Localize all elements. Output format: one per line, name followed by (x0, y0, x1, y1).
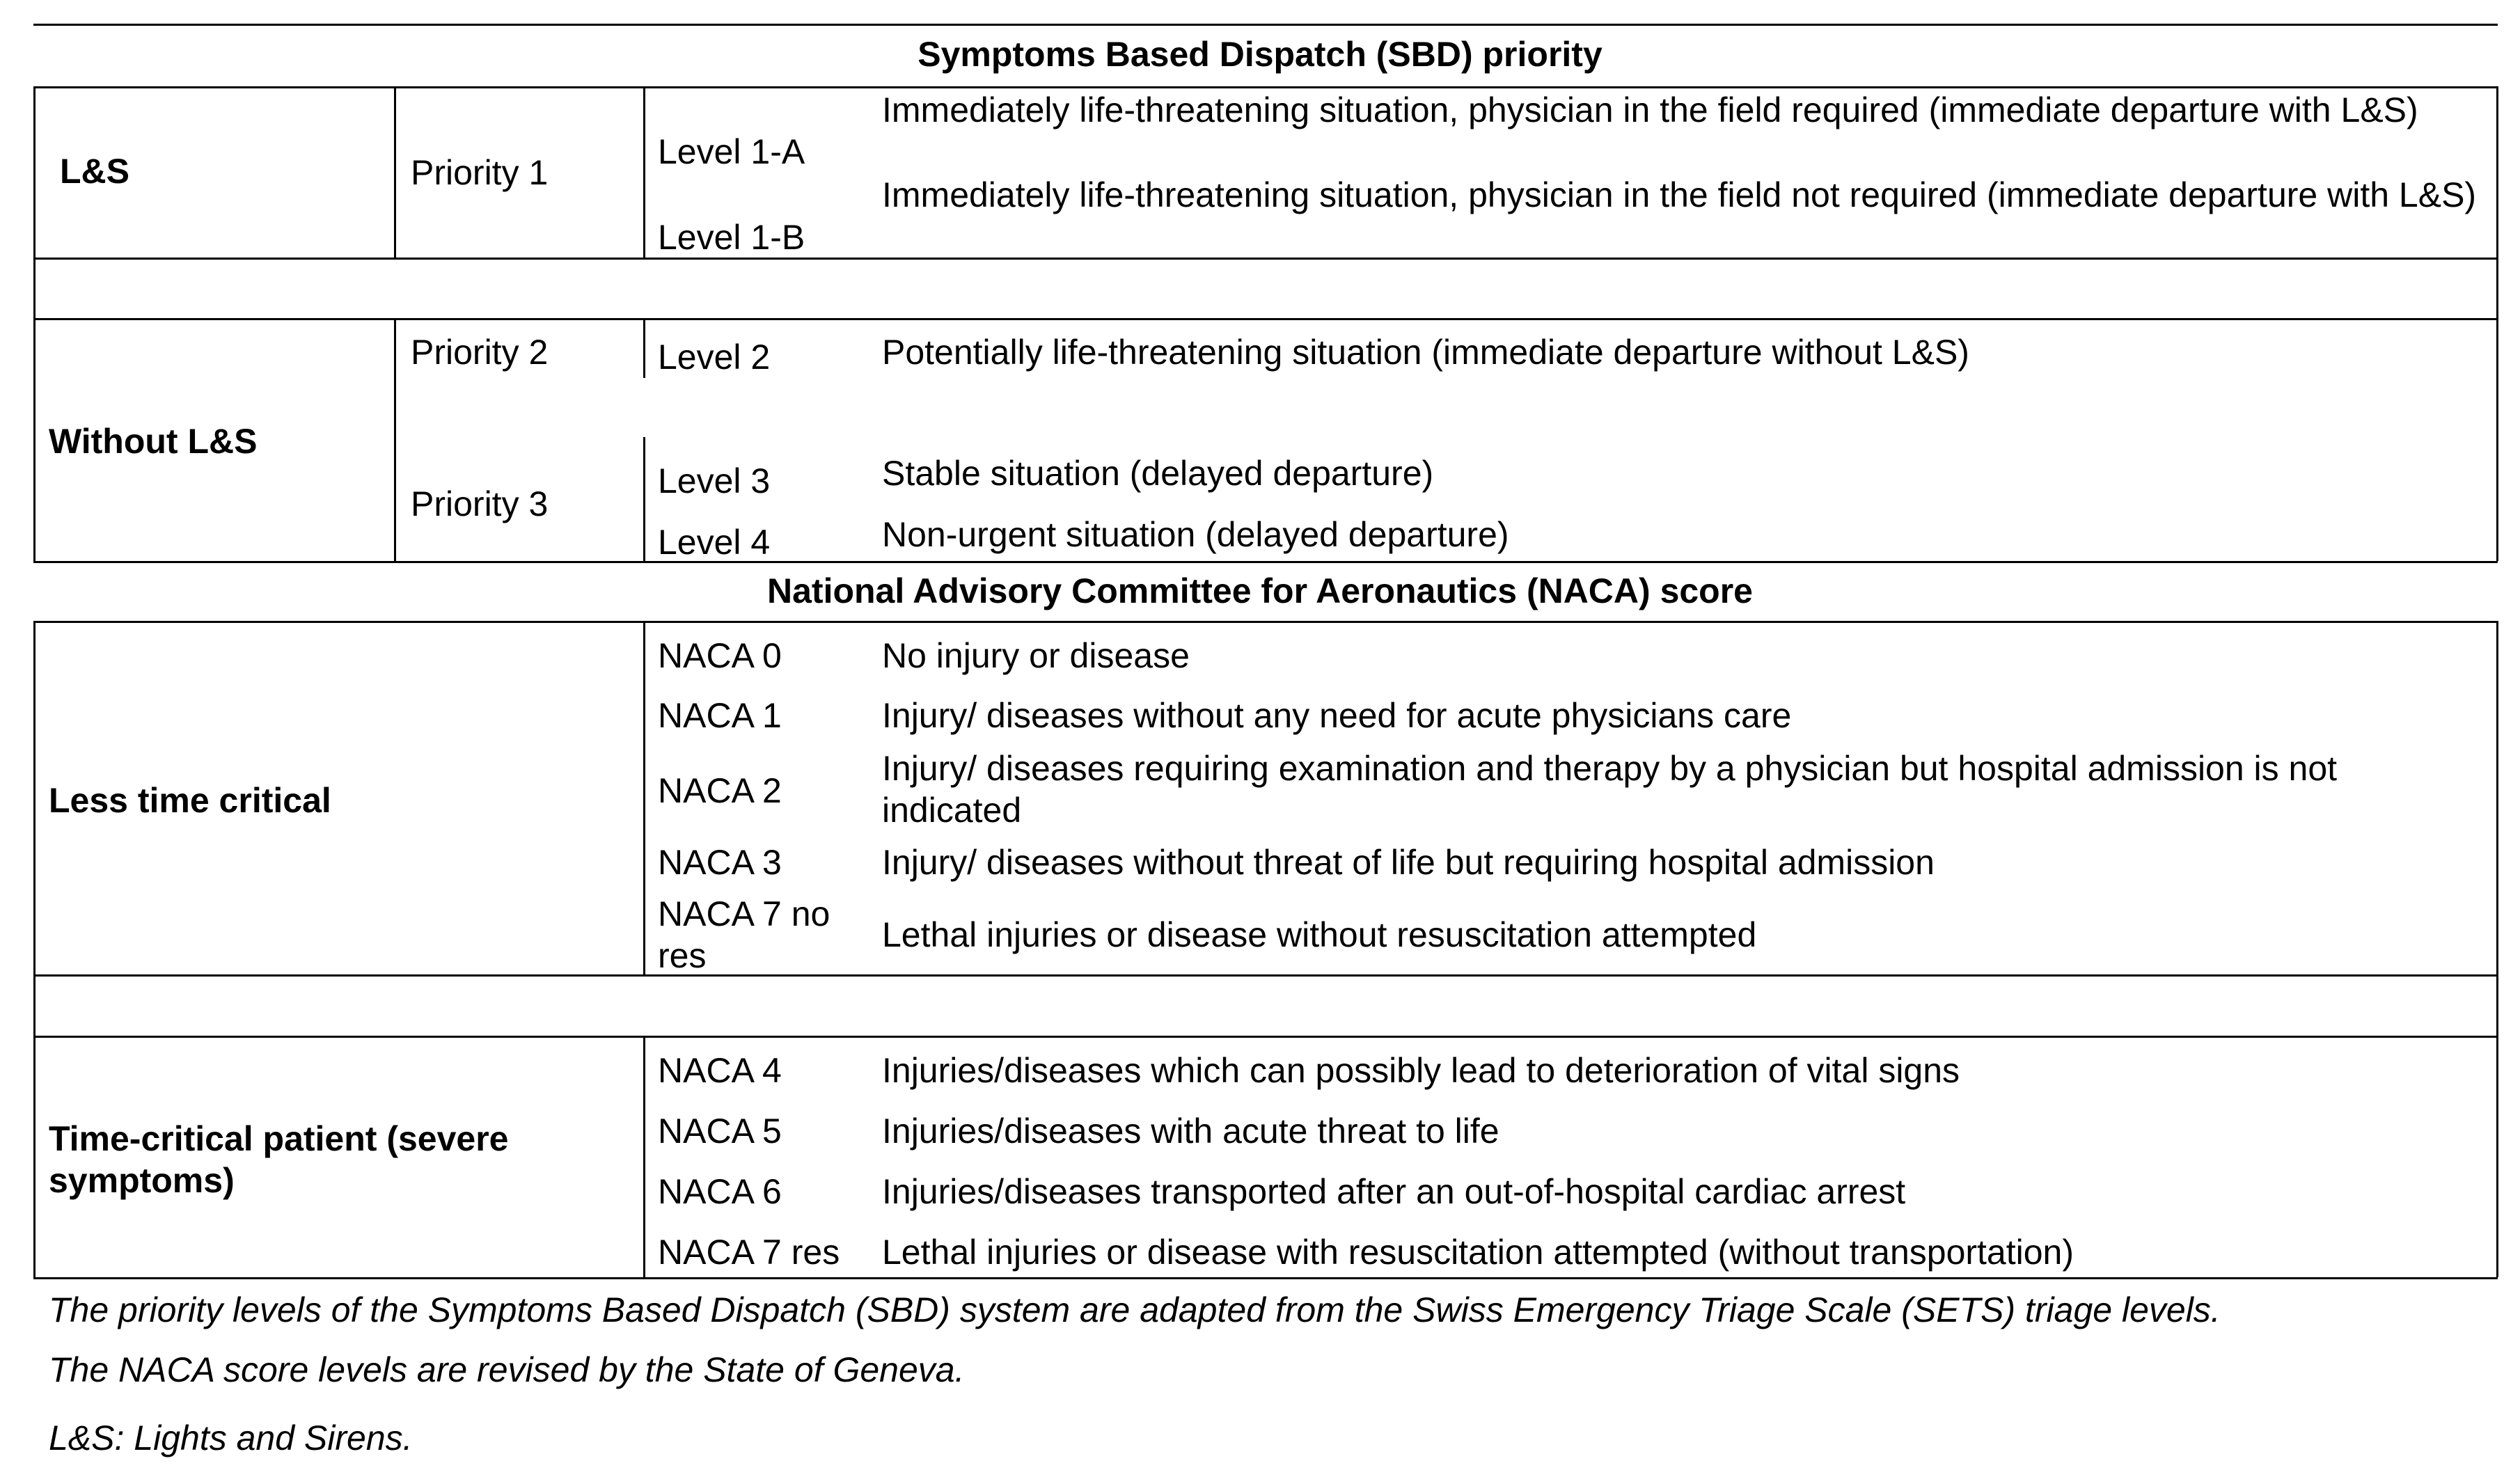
naca-2-code: NACA 2 (658, 771, 782, 810)
divider-code-less (643, 621, 645, 974)
rule-spacer-1 (33, 318, 2498, 320)
priority-3-label: Priority 3 (411, 484, 549, 523)
border-right-less (2496, 621, 2498, 974)
border-right-spacer2 (2496, 974, 2498, 1036)
divider-priority-ls (394, 86, 396, 258)
rule-sbd-bottom (33, 561, 2498, 563)
rule-naca-header (33, 621, 2498, 623)
level-3-label: Level 3 (658, 461, 771, 500)
naca-1-code: NACA 1 (658, 696, 782, 735)
naca-section-title: National Advisory Committee for Aeronautics (NACA) score (767, 571, 1753, 610)
naca-6-code: NACA 6 (658, 1172, 782, 1211)
divider-priority-without (394, 318, 396, 561)
priority-2-label: Priority 2 (411, 333, 549, 372)
time-critical-group-label: Time-critical patient (severe symptoms) (49, 1119, 509, 1200)
naca-3-code: NACA 3 (658, 843, 782, 882)
divider-level-ls (643, 86, 645, 258)
level-2-label: Level 2 (658, 338, 771, 377)
footnote-naca-revision: The NACA score levels are revised by the State of Geneva. (49, 1350, 965, 1389)
rule-top (33, 24, 2498, 26)
naca-6-description: Injuries/diseases transported after an out-of-hospital cardiac arrest (882, 1172, 1906, 1211)
naca-3-description: Injury/ diseases without threat of life but requiring hospital admission (882, 843, 1935, 882)
level-1a-label: Level 1-A (658, 132, 805, 171)
naca-5-code: NACA 5 (658, 1112, 782, 1151)
border-right-ls (2496, 86, 2498, 258)
border-left-spacer2 (33, 974, 36, 1036)
level-3-description: Stable situation (delayed departure) (882, 454, 1434, 493)
less-critical-group-label: Less time critical (49, 781, 331, 820)
naca-7-res-code: NACA 7 res (658, 1233, 840, 1272)
rule-table-bottom (33, 1277, 2498, 1279)
naca-5-description: Injuries/diseases with acute threat to life (882, 1112, 1499, 1151)
naca-7-no-res-description: Lethal injuries or disease without resuscitation attempted (882, 915, 1757, 954)
border-left-ls (33, 86, 36, 258)
level-1b-description: Immediately life-threatening situation, physician in the field not required (immediate departure with L&S) (882, 175, 2477, 214)
divider-level-p2 (643, 318, 645, 378)
rule-ls-bottom (33, 258, 2498, 260)
level-4-label: Level 4 (658, 523, 771, 562)
border-right-without (2496, 318, 2498, 561)
without-ls-group-label: Without L&S (49, 422, 258, 461)
level-4-description: Non-urgent situation (delayed departure) (882, 515, 1509, 554)
border-left-without (33, 318, 36, 561)
rule-sbd-header (33, 86, 2498, 88)
divider-level-p3 (643, 437, 645, 561)
naca-0-description: No injury or disease (882, 636, 1190, 675)
level-1b-label: Level 1-B (658, 218, 805, 257)
footnote-ls-abbreviation: L&S: Lights and Sirens. (49, 1418, 413, 1457)
border-right-spacer1 (2496, 258, 2498, 318)
rule-less-bottom (33, 974, 2498, 977)
level-2-description: Potentially life-threatening situation (immediate departure without L&S) (882, 333, 1969, 372)
naca-0-code: NACA 0 (658, 636, 782, 675)
ls-group-label: L&S (60, 152, 129, 191)
divider-code-critical (643, 1036, 645, 1277)
footnote-sbd-source: The priority levels of the Symptoms Based Dispatch (SBD) system are adapted from the Swiss Emergency Triage Scale (SETS) triage levels. (49, 1290, 2221, 1329)
border-left-critical (33, 1036, 36, 1277)
priority-1-label: Priority 1 (411, 153, 549, 192)
naca-1-description: Injury/ diseases without any need for acute physicians care (882, 696, 1792, 735)
border-right-critical (2496, 1036, 2498, 1277)
naca-4-code: NACA 4 (658, 1051, 782, 1090)
naca-7-res-description: Lethal injuries or disease with resuscitation attempted (without transportation) (882, 1233, 2074, 1272)
naca-4-description: Injuries/diseases which can possibly lead to deterioration of vital signs (882, 1051, 1960, 1090)
border-left-spacer1 (33, 258, 36, 318)
naca-2-description: Injury/ diseases requiring examination and therapy by a physician but hospital admission is not indicated (882, 749, 2338, 830)
naca-7-no-res-code: NACA 7 no res (658, 894, 830, 975)
rule-spacer-2 (33, 1036, 2498, 1038)
level-1a-description: Immediately life-threatening situation, physician in the field required (immediate departure with L&S) (882, 90, 2418, 129)
border-left-less (33, 621, 36, 974)
sbd-section-title: Symptoms Based Dispatch (SBD) priority (918, 35, 1602, 74)
